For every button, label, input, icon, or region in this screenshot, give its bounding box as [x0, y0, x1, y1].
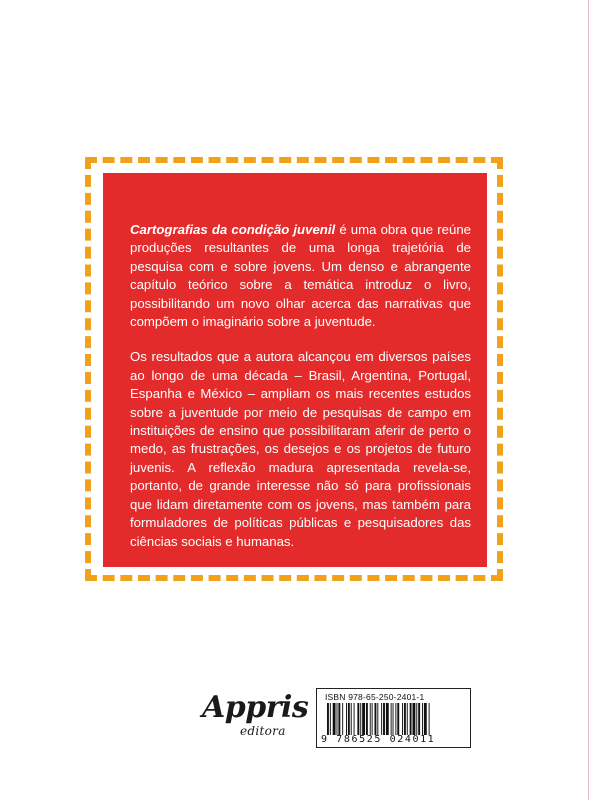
book-title-italic: Cartografias da condição juvenil: [130, 222, 336, 237]
appris-logo: [202, 690, 309, 748]
blurb-paragraph-1: [130, 221, 471, 331]
barcode-box: [316, 688, 471, 748]
blurb-paragraph-2: Os resultados que a autora alcançou em diversos países ao longo de uma década – Brasil, Argentina, Portugal, Espanha e México – ampliam os mais recentes estudos sobre a juventude por meio de pesquisas de campo em instituições de ensino que possibilitaram aferir de perto o medo, as frustrações, os desejos e os projetos de futuro juvenis. A reflexão madura apresentada revela-se, portanto, de grande interesse não só para profissionais que lidam diretamente com os jovens, mas também para formuladores de políticas públicas e pesquisadores das ciências sociais e humanas.: [130, 349, 471, 549]
logo-wordmark: Appris: [202, 690, 309, 725]
barcode-digits: 9 786525 024011: [321, 734, 436, 745]
isbn-label: ISBN 978-65-250-2401-1: [325, 692, 425, 702]
blurb-paragraph-1-text: é uma obra que reúne produções resultantes de uma longa trajetória de pesquisa com e sobre jovens. Um denso e abrangente capítulo teórico sobre a temática introduz o livro, possibilitando um novo olhar acerca das narrativas que compõem o imaginário sobre a juventude.: [130, 222, 471, 330]
spine-edge-line: [588, 0, 589, 800]
logo-subtitle: editora: [240, 724, 286, 738]
barcode-bars: [327, 703, 463, 735]
back-cover-blurb: [130, 221, 471, 551]
